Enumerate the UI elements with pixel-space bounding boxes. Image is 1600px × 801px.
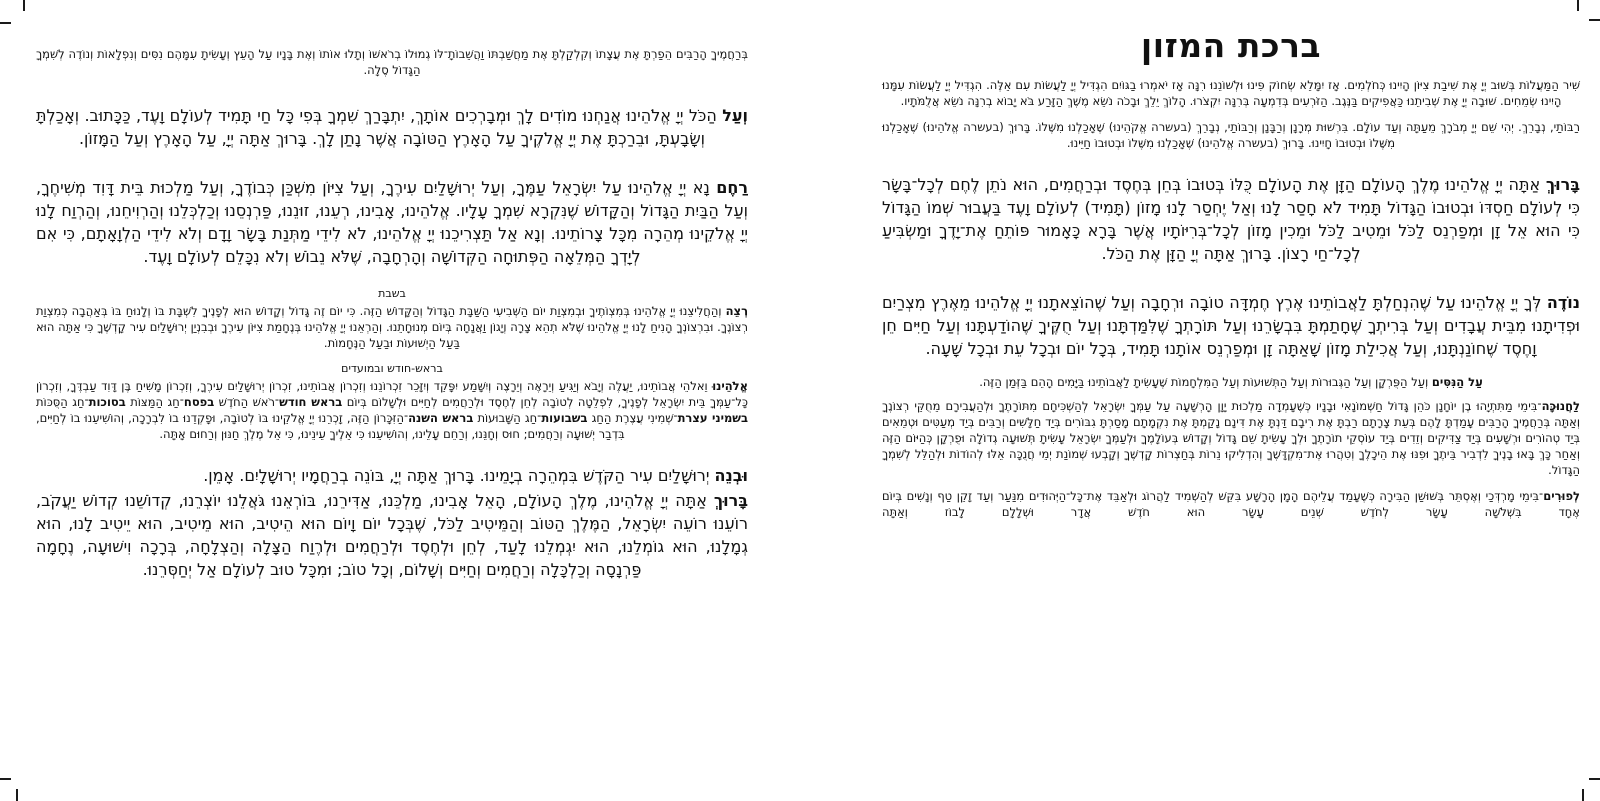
uvneh-body: יְרוּשָׁלַיִם עִיר הַקֹּדֶשׁ בִּמְהֵרָה בְיָמֵינוּ. בָּרוּךְ אַתָּה יְיָ, בּוֹנֵה בְרַחֲמָיו יְרוּשָׁלָיִם. אָמֵן. bbox=[203, 466, 715, 485]
veal-hakol-body: הַכֹּל יְיָ אֱלֹהֵינוּ אֲנַחְנוּ מוֹדִים לָךְ וּמְבָרְכִים אוֹתָךְ, יִתְבָּרַךְ שִׁמְךָ בְּפִי כָּל חַי תָּמִיד לְעוֹלָם וָעֶד, כַּכָּתוּב. וְאָכַלְתָּ וְשָׂבָעְתָּ, וּבֵרַכְתָּ אֶת יְיָ אֱלֹקֶיךָ עַל הָאָרֶץ הַטּוֹבָה אֲשֶׁר נָתַן לָךְ. בָּרוּךְ אַתָּה יְיָ, עַל הָאָרֶץ וְעַל הַמָּזוֹן. bbox=[36, 106, 723, 148]
blessing-hazan bbox=[882, 173, 1580, 265]
chanukah-lead-word: לַחֲנוּכָּה bbox=[1541, 399, 1580, 413]
blessing-hazan-lead-word: בָּרוּךְ bbox=[1545, 175, 1580, 194]
insert-shemini-atzeret-label: בשמיני עצרת bbox=[677, 411, 749, 425]
insert-shavuot-label: בשבועות bbox=[541, 411, 588, 425]
shabbat-section-heading: בשבת bbox=[378, 287, 406, 300]
zimun-invitation: רַבּוֹתַי, נְבָרֵךְ. יְהִי שֵׁם יְיָ מְבֹרָךְ מֵעַתָּה וְעַד עוֹלָם. בִּרְשׁוּת מְרָנָן וְרַבָּנָן וְרַבּוֹתַי, נְבָרֵךְ (בעשרה אֱקֹהֵינוּ) שֶׁאָכַלְנוּ מִשֶּׁלוֹ. בָּרוּךְ (בעשרה אֱלֹהֵינוּ) שֶׁאָכַלְנוּ מִשֶּׁלוֹ וּבְטוּבוֹ חָיִינוּ. בָּרוּךְ (בעשרה אֱלֹהֵינוּ) שֶׁאָכַלְנוּ מִשֶּׁלוֹ וּבְטוּבוֹ חַיֵּינוּ. bbox=[882, 120, 1580, 150]
crop-mark-top-right-horizontal bbox=[1589, 19, 1600, 21]
al-hanisim-paragraph bbox=[882, 374, 1580, 390]
rachem-paragraph bbox=[36, 176, 748, 268]
blessing-nodeh bbox=[882, 291, 1580, 360]
final-blessing-lead-word: בָּרוּךְ bbox=[713, 491, 748, 510]
veal-hakol-lead-word: וְעַל bbox=[722, 106, 748, 125]
crop-mark-bottom-right-vertical bbox=[1582, 789, 1584, 801]
al-hanisim-body: וְעַל הַפֻּרְקָן וְעַל הַגְּבוּרוֹת וְעַל הַתְּשׁוּעוֹת וְעַל הַמִּלְחָמוֹת שֶׁעָשִׂיתָ לַאֲבוֹתֵינוּ בַּיָּמִים הָהֵם בַּזְּמַן הַזֶּה. bbox=[979, 375, 1432, 389]
page-left bbox=[36, 46, 748, 581]
insert-pesach-label: בפסח bbox=[183, 395, 215, 409]
insert-pesach-text: ־חַג הַמַּצּוֹת bbox=[125, 395, 184, 409]
rosh-chodesh-moadim-heading: בראש-חודש ובמועדים bbox=[341, 362, 443, 375]
insert-rosh-chodesh-text: ־רֹאשׁ הַחֹדֶשׁ bbox=[214, 395, 280, 409]
veal-hakol-paragraph bbox=[36, 104, 748, 150]
uvneh-yerushalayim-paragraph bbox=[36, 464, 748, 487]
page-right bbox=[882, 26, 1580, 520]
final-blessing-body: אַתָּה יְיָ אֱלֹהֵינוּ, מֶלֶךְ הָעוֹלָם, הָאֵל אָבִינוּ, מַלְכֵּנוּ, אַדִּירֵנוּ, בּוֹרְאֵנוּ גֹּאֲלֵנוּ יוֹצְרֵנוּ, קְדוֹשֵׁנוּ קְדוֹשׁ יַעֲקֹב, רוֹעֵנוּ רוֹעֵה יִשְׂרָאֵל, הַמֶּלֶךְ הַטּוֹב וְהַמֵּיטִיב לַכֹּל, שֶׁבְּכָל יוֹם וָיוֹם הוּא הֵיטִיב, הוּא מֵיטִיב, הוּא יֵיטִיב לָנוּ, הוּא גְמָלָנוּ, הוּא גוֹמְלֵנוּ, הוּא יִגְמְלֵנוּ לָעַד, לְחֵן וּלְחֶסֶד וּלְרַחֲמִים וּלְרֶוַח הַצָּלָה וְהַצְלָחָה, בְּרָכָה וִישׁוּעָה, נֶחָמָה פַּרְנָסָה וְכַלְכָּלָה וְרַחֲמִים וְחַיִּים וְשָׁלוֹם, וְכָל טוֹב; וּמִכָּל טוּב לְעוֹלָם אַל יְחַסְּרֵנוּ. bbox=[36, 491, 748, 579]
rachem-body: נָא יְיָ אֱלֹהֵינוּ עַל יִשְׂרָאֵל עַמֶּךָ, וְעַל יְרוּשָׁלַיִם עִירֶךָ, וְעַל צִיּוֹן מִשְׁכַּן כְּבוֹדֶךָ, וְעַל מַלְכוּת בֵּית דָּוִד מְשִׁיחֶךָ, וְעַל הַבַּיִת הַגָּדוֹל וְהַקָּדוֹשׁ שֶׁנִּקְרָא שִׁמְךָ עָלָיו. אֱלֹהֵינוּ, אָבִינוּ, רְעֵנוּ, זוּנֵנוּ, פַּרְנְסֵנוּ וְכַלְכְּלֵנוּ וְהַרְוִיחֵנוּ, וְהַרְוַח לָנוּ יְיָ אֱלֹקֵינוּ מְהֵרָה מִכָּל צָרוֹתֵינוּ. וְנָא אַל תַּצְרִיכֵנוּ יְיָ אֱלֹהֵינוּ, לֹא לִידֵי מַתְּנַת בָּשָׂר וָדָם וְלֹא לִידֵי הַלְוָאָתָם, כִּי אִם לְיָדְךָ הַמְּלֵאָה הַפְּתוּחָה הַקְּדוֹשָׁה וְהָרְחָבָה, שֶׁלֹּא נֵבוֹשׁ וְלֹא נִכָּלֵם לְעוֹלָם וָעֶד. bbox=[36, 178, 748, 266]
crop-mark-top-left-vertical bbox=[23, 0, 25, 11]
yaaleh-lead-word: אֱלֹהֵינוּ bbox=[712, 379, 748, 393]
blessing-hazan-body: אַתָּה יְיָ אֱלֹהֵינוּ מֶלֶךְ הָעוֹלָם הַזָּן אֶת הָעוֹלָם כֻּלּוֹ בְּטוּבוֹ בְּחֵן בְּחֶסֶד וּבְרַחֲמִים, הוּא נֹתֵן לֶחֶם לְכָל־בָּשָׂר כִּי לְעוֹלָם חַסְדּוֹ וּבְטוּבוֹ הַגָּדוֹל תָּמִיד לֹא חָסַר לָנוּ וְאַל יֶחְסַר לָנוּ מָזוֹן (תָּמִיד) לְעוֹלָם וָעֶד בַּעֲבוּר שְׁמוֹ הַגָּדוֹל כִּי הוּא אֵל זָן וּמְפַרְנֵס לַכֹּל וּמֵטִיב לַכֹּל וּמֵכִין מָזוֹן לְכָל־בְּרִיּוֹתָיו אֲשֶׁר בָּרָא כָּאָמוּר פּוֹתֵחַ אֶת־יָדֶךָ וּמַשְׂבִּיעַ לְכָל־חַי רָצוֹן. בָּרוּךְ אַתָּה יְיָ הַזָּן אֶת הַכֹּל. bbox=[882, 175, 1580, 263]
crop-mark-bottom-right-horizontal bbox=[1589, 778, 1600, 780]
insert-shemini-atzeret-text: ־שְׁמִינִי עֲצֶרֶת הַחַג bbox=[587, 411, 678, 425]
uvneh-lead-word: וּבְנֵה bbox=[714, 466, 748, 485]
purim-continuation-paragraph: בְּרַחֲמֶיךָ הָרַבִּים הֵפַרְתָּ אֶת עֲצָתוֹ וְקִלְקַלְתָּ אֶת מַחֲשַׁבְתּוֹ וַהֲשֵׁבוֹתָ־לּוֹ גְמוּלוֹ בְרֹאשׁוֹ וְתָלוּ אוֹתוֹ וְאֶת בָּנָיו עַל הָעֵץ וְעָשִׂיתָ עִמָּהֶם נִסִּים וְנִפְלָאוֹת וְנוֹדֶה לְשִׁמְךָ הַגָּדוֹל סֶלָה. bbox=[36, 47, 748, 77]
crop-mark-bottom-left-vertical bbox=[16, 789, 18, 801]
psalm-shir-hamaalot: שִׁיר הַמַּעֲלוֹת בְּשׁוּב יְיָ אֶת שִׁיבַת צִיּוֹן הָיִינוּ כְּחֹלְמִים. אָז יִמָּלֵא שְׂחוֹק פִּינוּ וּלְשׁוֹנֵנוּ רִנָּה אָז יֹאמְרוּ בַגּוֹיִם הִגְדִּיל יְיָ לַעֲשׂוֹת עִם אֵלֶּה. הִגְדִּיל יְיָ לַעֲשׂוֹת עִמָּנוּ הָיִינוּ שְׂמֵחִים. שׁוּבָה יְיָ אֶת שְׁבִיתֵנוּ כַּאֲפִיקִים בַּנֶּגֶב. הַזֹּרְעִים בְּדִמְעָה בְּרִנָּה יִקְצֹרוּ. הָלוֹךְ יֵלֵךְ וּבָכֹה נֹשֵׂא מֶשֶׁךְ הַזָּרַע בֹּא יָבוֹא בְרִנָּה נֹשֵׂא אֲלֻמֹּתָיו. bbox=[882, 78, 1580, 108]
purim-lead-word: לְפוּרִים bbox=[1543, 489, 1580, 503]
purim-body: ־בִּימֵי מָרְדְּכַי וְאֶסְתֵּר בְּשׁוּשַׁן הַבִּירָה כְּשֶׁעָמַד עֲלֵיהֶם הָמָן הָרָשָׁע בִּקֵּשׁ לְהַשְׁמִיד לַהֲרוֹג וּלְאַבֵּד אֶת־כָּל־הַיְּהוּדִים מִנַּעַר וְעַד זָקֵן טַף וְנָשִׁים בְּיוֹם אֶחָד בִּשְׁלֹשָׁה עָשָׂר לְחֹדֶשׁ שְׁנֵים עָשָׂר הוּא חֹדֶשׁ אֲדָר וּשְׁלָלָם לָבוֹז וְאַתָּה bbox=[882, 489, 1580, 519]
retzei-body: וְהַחֲלִיצֵנוּ יְיָ אֱלֹהֵינוּ בְּמִצְוֹתֶיךָ וּבְמִצְוַת יוֹם הַשְּׁבִיעִי הַשַּׁבָּת הַגָּדוֹל וְהַקָּדוֹשׁ הַזֶּה. כִּי יוֹם זֶה גָּדוֹל וְקָדוֹשׁ הוּא לְפָנֶיךָ לִשְׁבָּת בּוֹ וְלָנוּחַ בּוֹ בְּאַהֲבָה כְּמִצְוַת רְצוֹנֶךָ. וּבִרְצוֹנְךָ הָנִיחַ לָנוּ יְיָ אֱלֹהֵינוּ שֶׁלֹּא תְהֵא צָרָה וְיָגוֹן וַאֲנָחָה בְּיוֹם מְנוּחָתֵנוּ. וְהַרְאֵנוּ יְיָ אֱלֹהֵינוּ בְּנֶחָמַת צִיּוֹן עִירֶךָ וּבְבִנְיַן יְרוּשָׁלַיִם עִיר קָדְשֶׁךָ כִּי אַתָּה הוּא בַּעַל הַיְשׁוּעוֹת וּבַעַל הַנֶּחָמוֹת. bbox=[36, 304, 748, 350]
insert-rosh-chodesh-label: בראש חודש bbox=[279, 395, 343, 409]
crop-mark-top-right-vertical bbox=[1577, 0, 1579, 11]
retzei-paragraph bbox=[36, 303, 748, 351]
crop-mark-bottom-left-horizontal bbox=[0, 778, 11, 780]
insert-shavuot-text: ־חַג הַשָּׁבוּעוֹת bbox=[473, 411, 542, 425]
retzei-lead-word: רְצֵה bbox=[725, 304, 748, 318]
insert-sukkot-text: ־חַג הַסֻּכּוֹת bbox=[36, 395, 89, 409]
insert-sukkot-label: בסוכות bbox=[88, 395, 126, 409]
yaaleh-body-2: ־הַזִּכָּרוֹן הַזֶּה, זָכְרֵנוּ יְיָ אֱלֹקֵינוּ בּוֹ לְטוֹבָה, וּפָקְדֵנוּ בוֹ לִבְרָכָה, וְהוֹשִׁיעֵנוּ בוֹ לְחַיִּים, בִּדְבַר יְשׁוּעָה וְרַחֲמִים; חוּס וְחָנֵּנוּ, וְרַחֵם עָלֵינוּ, וְהוֹשִׁיעֵנוּ כִּי אֵלֶיךָ עֵינֵינוּ, כִּי אֵל מֶלֶךְ חַנּוּן וְרַחוּם אָתָּה. bbox=[36, 411, 625, 441]
al-hanisim-lead-words: עַל הַנִּסִּים bbox=[1431, 375, 1483, 389]
purim-insert-paragraph bbox=[882, 488, 1580, 520]
yaaleh-body-1: וֵאלֹהֵי אֲבוֹתֵינוּ, יַעֲלֶה וְיָבֹא וְיַגִּיעַ וְיֵרָאֶה וְיֵרָצֶה וְיִשָּׁמַע יִפָּקֵד וְיִזָּכֵר זִכְרוֹנֵנוּ וְזִכְרוֹן אֲבוֹתֵינוּ, זִכְרוֹן יְרוּשָׁלַיִם עִירֶךָ, וְזִכְרוֹן מָשִׁיחַ בֶּן דָּוִד עַבְדֶּךָ, וְזִכְרוֹן כָּל־עַמְּךָ בֵּית יִשְׂרָאֵל לְפָנֶיךָ, לִפְלֵטָה לְטוֹבָה לְחֵן לְחֶסֶד וּלְרַחֲמִים לְחַיִּים וּלְשָׁלוֹם בְּיוֹם bbox=[36, 379, 748, 409]
chanukah-insert-paragraph bbox=[882, 398, 1580, 478]
blessing-nodeh-lead-word: נוֹדֶה bbox=[1546, 293, 1580, 312]
rachem-lead-word: רַחֶם bbox=[716, 178, 748, 197]
chanukah-body: ־בִּימֵי מַתִּתְיָהוּ בֶן יוֹחָנָן כֹּהֵן גָּדוֹל חַשְׁמוֹנָאִי וּבָנָיו כְּשֶׁעָמְדָה מַלְכוּת יָוָן הָרְשָׁעָה עַל עַמְּךָ יִשְׂרָאֵל לְהַשְׁכִּיחָם מִתּוֹרָתֶךָ וּלְהַעֲבִירָם מֵחֻקֵּי רְצוֹנֶךָ וְאַתָּה בְּרַחֲמֶיךָ הָרַבִּים עָמַדְתָּ לָהֶם בְּעֵת צָרָתָם רַבְתָּ אֶת רִיבָם דַּנְתָּ אֶת דִּינָם נָקַמְתָּ אֶת נִקְמָתָם מָסַרְתָּ גִבּוֹרִים בְּיַד חַלָּשִׁים וְרַבִּים בְּיַד מְעַטִּים וּטְמֵאִים בְּיַד טְהוֹרִים וּרְשָׁעִים בְּיַד צַדִּיקִים וְזֵדִים בְּיַד עוֹסְקֵי תוֹרָתֶךָ וּלְךָ עָשִׂיתָ שֵׁם גָּדוֹל וְקָדוֹשׁ בְּעוֹלָמֶךָ וּלְעַמְּךָ יִשְׂרָאֵל עָשִׂיתָ תְּשׁוּעָה גְדוֹלָה וּפֻרְקָן כְּהַיּוֹם הַזֶּה וְאַחַר כָּךְ בָּאוּ בָנֶיךָ לִדְבִיר בֵּיתֶךָ וּפִנּוּ אֶת הֵיכָלֶךָ וְטִהֲרוּ אֶת־מִקְדָּשֶׁךָ וְהִדְלִיקוּ נֵרוֹת בְּחַצְרוֹת קָדְשֶׁךָ וְקָבְעוּ שְׁמוֹנַת יְמֵי חֲנֻכָּה אֵלּוּ לְהוֹדוֹת וּלְהַלֵּל לְשִׁמְךָ הַגָּדוֹל. bbox=[882, 399, 1580, 477]
insert-rosh-hashanah-label: בראש השנה bbox=[408, 411, 474, 425]
crop-mark-top-left-horizontal bbox=[0, 22, 11, 24]
final-blessing-paragraph bbox=[36, 489, 748, 581]
yaaleh-veyavo-paragraph bbox=[36, 378, 748, 442]
page-title: ברכת המזון bbox=[1140, 26, 1322, 65]
blessing-nodeh-body: לְּךָ יְיָ אֱלֹהֵינוּ עַל שֶׁהִנְחַלְתָּ לַאֲבוֹתֵינוּ אֶרֶץ חֶמְדָּה טוֹבָה וּרְחָבָה וְעַל שֶׁהוֹצֵאתָנוּ יְיָ אֱלֹהֵינוּ מֵאֶרֶץ מִצְרַיִם וּפְדִיתָנוּ מִבֵּית עֲבָדִים וְעַל בְּרִיתְךָ שֶׁחָתַמְתָּ בִּבְשָׂרֵנוּ וְעַל תּוֹרָתְךָ שֶׁלִּמַּדְתָּנוּ וְעַל חֻקֶּיךָ שֶׁהוֹדַעְתָּנוּ וְעַל חַיִּים חֵן וָחֶסֶד שֶׁחוֹנַנְתָּנוּ, וְעַל אֲכִילַת מָזוֹן שָׁאַתָּה זָן וּמְפַרְנֵס אוֹתָנוּ תָּמִיד, בְּכָל יוֹם וּבְכָל עֵת וּבְכָל שָׁעָה. bbox=[882, 293, 1580, 358]
